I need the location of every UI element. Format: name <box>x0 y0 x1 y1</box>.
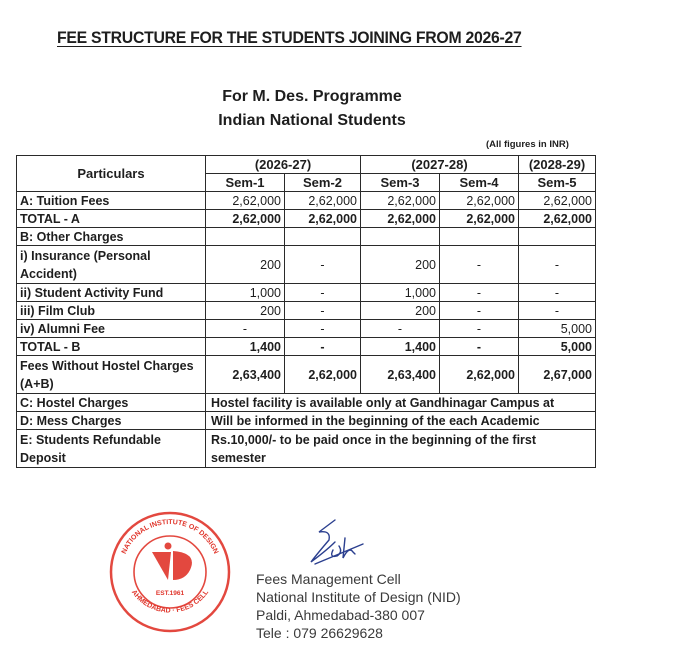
fee-cell: 1,000 <box>206 284 285 302</box>
office-name: Fees Management Cell <box>256 571 401 587</box>
fee-cell: - <box>285 284 361 302</box>
fee-table <box>16 155 596 468</box>
fee-cell: - <box>285 246 361 284</box>
fee-cell: 2,62,000 <box>361 192 440 210</box>
fee-cell: - <box>440 246 519 284</box>
nid-logo-left <box>152 552 171 580</box>
fees-cell-stamp <box>108 510 232 634</box>
note-label: E: Students Refundable Deposit <box>17 430 206 468</box>
fee-cell: 1,000 <box>361 284 440 302</box>
fee-cell: - <box>440 302 519 320</box>
semester-header: Sem-2 <box>285 174 361 192</box>
row-label: Fees Without Hostel Charges (A+B) <box>17 356 206 394</box>
institute-address: Paldi, Ahmedabad-380 007 <box>256 607 425 623</box>
document-title: FEE STRUCTURE FOR THE STUDENTS JOINING FROM 2026-27 <box>57 28 522 47</box>
fee-cell: - <box>440 320 519 338</box>
row-label: iii) Film Club <box>17 302 206 320</box>
stamp-top-text: NATIONAL INSTITUTE OF DESIGN <box>120 518 220 556</box>
stamp-bottom-text: AHMEDABAD · FEES CELL <box>129 588 211 615</box>
semester-header: Sem-5 <box>519 174 596 192</box>
fee-cell <box>440 228 519 246</box>
row-label: A: Tuition Fees <box>17 192 206 210</box>
row-label: i) Insurance (Personal Accident) <box>17 246 206 284</box>
fee-cell: 2,63,400 <box>361 356 440 394</box>
row-label: TOTAL - B <box>17 338 206 356</box>
note-rows <box>17 394 596 468</box>
note-label: C: Hostel Charges <box>17 394 206 412</box>
fee-cell <box>519 228 596 246</box>
fee-cell: 200 <box>361 302 440 320</box>
fee-cell: 200 <box>361 246 440 284</box>
table-row <box>17 356 596 394</box>
fee-cell: 2,62,000 <box>361 210 440 228</box>
fee-cell: - <box>206 320 285 338</box>
table-row <box>17 302 596 320</box>
signature <box>305 516 365 566</box>
row-label: TOTAL - A <box>17 210 206 228</box>
student-category-heading: Indian National Students <box>218 112 406 129</box>
fee-cell: - <box>519 246 596 284</box>
institute-phone: Tele : 079 26629628 <box>256 625 383 641</box>
fee-cell: - <box>440 338 519 356</box>
particulars-header: Particulars <box>17 156 206 192</box>
table-row <box>17 320 596 338</box>
note-row <box>17 430 596 468</box>
note-text: Will be informed in the beginning of the each Academic <box>206 412 596 430</box>
fee-cell: 2,62,000 <box>285 192 361 210</box>
fee-cell: 2,63,400 <box>206 356 285 394</box>
fee-cell: 2,62,000 <box>285 356 361 394</box>
fee-cell: - <box>285 320 361 338</box>
fee-cell: - <box>285 302 361 320</box>
fee-cell: 1,400 <box>206 338 285 356</box>
fee-cell: 5,000 <box>519 338 596 356</box>
fee-cell: 2,62,000 <box>206 210 285 228</box>
nid-logo-dot <box>165 543 172 550</box>
stamp-est-text: EST.1961 <box>155 590 185 597</box>
fee-cell: 2,62,000 <box>285 210 361 228</box>
year-header: (2026-27) <box>206 156 361 174</box>
fee-cell: 2,62,000 <box>440 356 519 394</box>
fee-cell: 2,62,000 <box>440 192 519 210</box>
year-header: (2027-28) <box>361 156 519 174</box>
year-header: (2028-29) <box>519 156 596 174</box>
row-label: iv) Alumni Fee <box>17 320 206 338</box>
fee-cell: 2,67,000 <box>519 356 596 394</box>
table-row <box>17 338 596 356</box>
semester-header: Sem-1 <box>206 174 285 192</box>
fee-cell <box>361 228 440 246</box>
note-label: D: Mess Charges <box>17 412 206 430</box>
table-row <box>17 228 596 246</box>
table-row <box>17 210 596 228</box>
row-label: B: Other Charges <box>17 228 206 246</box>
table-row <box>17 284 596 302</box>
fee-cell: - <box>519 284 596 302</box>
institute-name: National Institute of Design (NID) <box>256 589 461 605</box>
year-header-row <box>17 156 596 174</box>
fee-cell: - <box>440 284 519 302</box>
signature-block <box>256 570 461 642</box>
fee-cell: 2,62,000 <box>519 192 596 210</box>
semester-header: Sem-4 <box>440 174 519 192</box>
fee-cell: 5,000 <box>519 320 596 338</box>
fee-rows <box>17 192 596 394</box>
table-row <box>17 192 596 210</box>
note-row <box>17 412 596 430</box>
note-text: Rs.10,000/- to be paid once in the beginning of the first semester <box>206 430 596 468</box>
table-row <box>17 246 596 284</box>
note-row <box>17 394 596 412</box>
fee-cell: 200 <box>206 302 285 320</box>
currency-note: (All figures in INR) <box>486 139 569 150</box>
programme-heading: For M. Des. Programme <box>222 88 402 105</box>
fee-cell <box>206 228 285 246</box>
fee-cell <box>285 228 361 246</box>
fee-cell: 1,400 <box>361 338 440 356</box>
fee-cell: 2,62,000 <box>440 210 519 228</box>
fee-cell: - <box>361 320 440 338</box>
nid-logo-right <box>173 551 192 580</box>
semester-header: Sem-3 <box>361 174 440 192</box>
fee-cell: 2,62,000 <box>206 192 285 210</box>
fee-cell: - <box>285 338 361 356</box>
note-text: Hostel facility is available only at Gandhinagar Campus at <box>206 394 596 412</box>
fee-cell: - <box>519 302 596 320</box>
fee-cell: 200 <box>206 246 285 284</box>
row-label: ii) Student Activity Fund <box>17 284 206 302</box>
fee-cell: 2,62,000 <box>519 210 596 228</box>
